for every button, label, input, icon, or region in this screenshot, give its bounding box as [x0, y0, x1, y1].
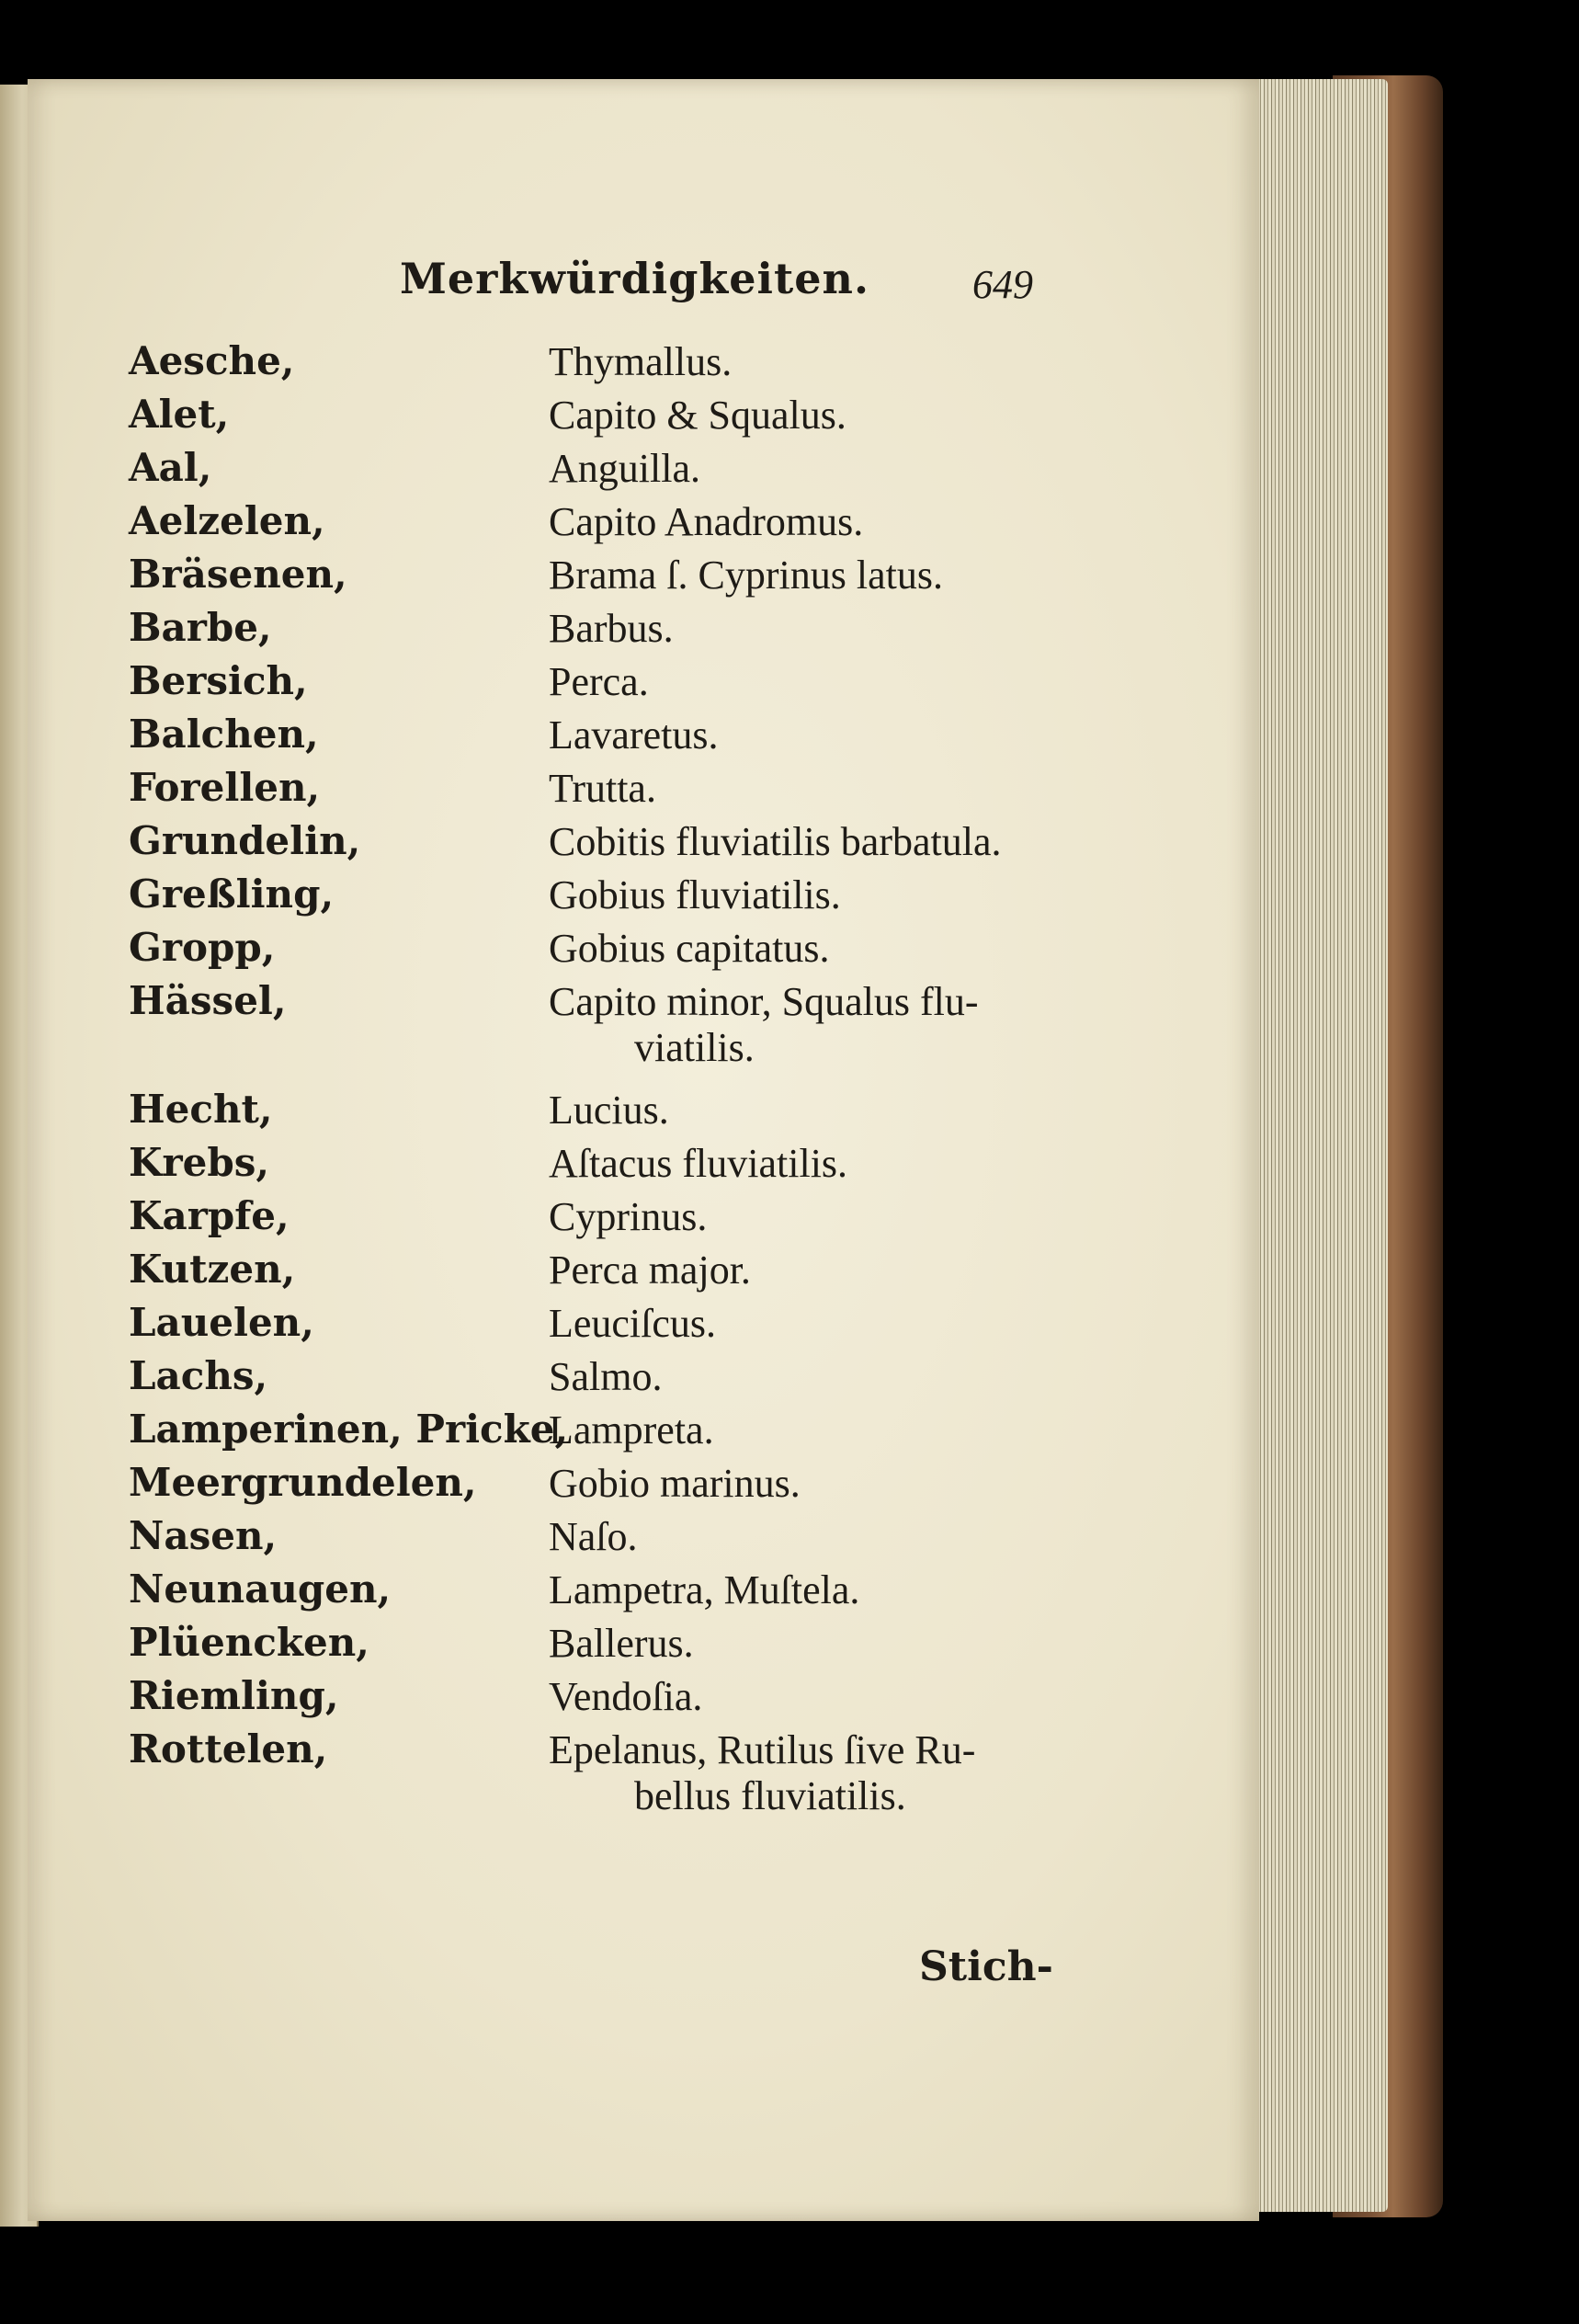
german-name: Meergrundelen,: [129, 1460, 477, 1505]
german-name: Hässel,: [129, 978, 287, 1023]
german-name: Grundelin,: [129, 818, 361, 863]
german-name: Lauelen,: [129, 1300, 314, 1345]
list-item: [28, 552, 1259, 605]
latin-name: Lampetra, Muſtela.: [549, 1567, 860, 1612]
list-item: [28, 1726, 1259, 1818]
german-name: Rottelen,: [129, 1726, 328, 1771]
latin-name: Cobitis fluviatilis barbatula.: [549, 819, 1002, 864]
list-item: [28, 978, 1259, 1070]
latin-name-continuation: viatilis.: [634, 1025, 755, 1070]
german-name: Plüencken,: [129, 1620, 369, 1665]
running-title: Merkwürdigkeiten.: [400, 254, 869, 303]
list-item: [28, 498, 1259, 552]
latin-name: Gobius fluviatilis.: [549, 872, 841, 917]
latin-name: Vendoſia.: [549, 1674, 703, 1719]
latin-name: Barbus.: [549, 606, 674, 651]
latin-name: Lampreta.: [549, 1407, 714, 1452]
list-item: [28, 765, 1259, 818]
list-item: [28, 1300, 1259, 1353]
latin-name: Epelanus, Rutilus ſive Ru-: [549, 1727, 976, 1772]
latin-name: Thymallus.: [549, 339, 733, 384]
list-item: [28, 658, 1259, 712]
list-item: [28, 1460, 1259, 1513]
list-item: [28, 1513, 1259, 1566]
book-page: [28, 79, 1259, 2221]
page-edges: [1250, 79, 1388, 2212]
latin-name: Salmo.: [549, 1354, 663, 1399]
latin-name: Naſo.: [549, 1514, 638, 1559]
list-item: [28, 925, 1259, 978]
list-item: [28, 605, 1259, 658]
catchword: Stich-: [919, 1943, 1053, 1990]
latin-name: Leuciſcus.: [549, 1301, 717, 1346]
latin-name: Gobius capitatus.: [549, 926, 830, 971]
german-name: Bräsenen,: [129, 552, 347, 597]
german-name: Aal,: [129, 445, 212, 490]
german-name: Krebs,: [129, 1140, 269, 1185]
german-name: Barbe,: [129, 605, 272, 650]
german-name: Lamperinen, Pricke,: [129, 1407, 569, 1452]
latin-name: Capito minor, Squalus flu-: [549, 979, 979, 1024]
list-item: [28, 1407, 1259, 1460]
latin-name-continuation: bellus fluviatilis.: [634, 1773, 906, 1818]
german-name: Riemling,: [129, 1673, 339, 1718]
german-name: Kutzen,: [129, 1247, 296, 1292]
latin-name: Perca major.: [549, 1247, 751, 1293]
latin-name: Capito & Squalus.: [549, 393, 846, 438]
fish-name-list: [28, 79, 1259, 2221]
latin-name: Ballerus.: [549, 1621, 694, 1666]
list-item: [28, 872, 1259, 925]
latin-name: Capito Anadromus.: [549, 499, 864, 544]
latin-name: Gobio marinus.: [549, 1461, 801, 1506]
latin-name: Brama ſ. Cyprinus latus.: [549, 553, 943, 598]
german-name: Karpfe,: [129, 1193, 290, 1238]
list-item: [28, 1140, 1259, 1193]
german-name: Neunaugen,: [129, 1566, 392, 1612]
german-name: Forellen,: [129, 765, 321, 810]
list-item: [28, 818, 1259, 872]
german-name: Aelzelen,: [129, 498, 325, 543]
german-name: Bersich,: [129, 658, 308, 703]
german-name: Nasen,: [129, 1513, 278, 1558]
latin-name: Aſtacus fluviatilis.: [549, 1141, 848, 1186]
page-number: 649: [972, 262, 1033, 307]
list-item: [28, 338, 1259, 392]
latin-name: Anguilla.: [549, 446, 700, 491]
list-item: [28, 1193, 1259, 1247]
list-item: [28, 1673, 1259, 1726]
latin-name: Perca.: [549, 659, 649, 704]
list-item: [28, 1620, 1259, 1673]
german-name: Alet,: [129, 392, 230, 437]
latin-name: Trutta.: [549, 766, 656, 811]
list-item: [28, 1566, 1259, 1620]
german-name: Gropp,: [129, 925, 276, 970]
latin-name: Cyprinus.: [549, 1194, 708, 1239]
latin-name: Lavaretus.: [549, 712, 719, 758]
list-item: [28, 1353, 1259, 1407]
list-item: [28, 1087, 1259, 1140]
list-item: [28, 712, 1259, 765]
german-name: Greßling,: [129, 872, 335, 917]
list-item: [28, 392, 1259, 445]
latin-name: Lucius.: [549, 1088, 669, 1133]
list-item: [28, 445, 1259, 498]
german-name: Hecht,: [129, 1087, 273, 1132]
german-name: Aesche,: [129, 338, 295, 383]
german-name: Lachs,: [129, 1353, 268, 1398]
list-item: [28, 1247, 1259, 1300]
german-name: Balchen,: [129, 712, 319, 757]
